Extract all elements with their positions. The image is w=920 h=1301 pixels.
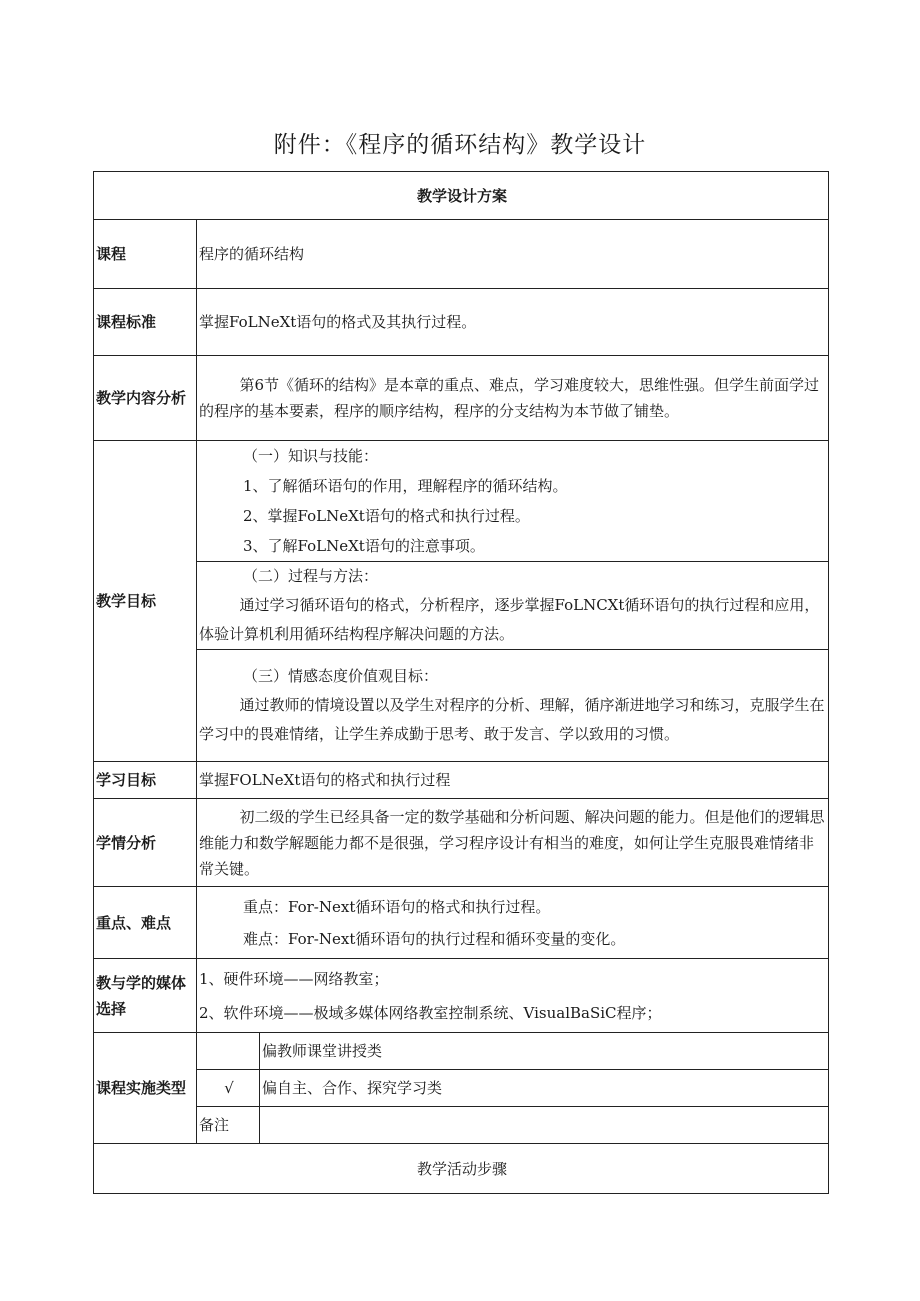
goals-attitude-text: 通过教师的情境设置以及学生对程序的分析、理解，循序渐进地学习和练习，克服学生在学习中的畏难情绪，让学生养成勤于思考、敢于发言、学以致用的习惯。 — [199, 696, 825, 743]
goals-attitude-title: （三）情感态度价值观目标： — [243, 667, 439, 685]
goals-knowledge-item: 1、了解循环语句的作用，理解程序的循环结构。 — [243, 477, 568, 495]
media-item: 1、硬件环境——网络教室； — [199, 969, 389, 988]
goals-process-text: 通过学习循环语句的格式，分析程序，逐步掌握FoLNCXt循环语句的执行过程和应用，体验计算机利用循环结构程序解决问题的方法。 — [199, 596, 820, 643]
key-points-label: 重点、难点 — [94, 887, 197, 959]
standard-value: 掌握FoLNeXt语句的格式及其执行过程。 — [197, 289, 829, 356]
goals-attitude-cell — [197, 650, 829, 762]
goals-process-cell — [197, 562, 829, 650]
course-label: 课程 — [94, 220, 197, 289]
media-label: 教与学的媒体选择 — [94, 959, 197, 1033]
type-option-mark — [197, 1033, 260, 1070]
document-title: 附件：《程序的循环结构》教学设计 — [273, 132, 647, 158]
type-option-text: 偏自主、合作、探究学习类 — [260, 1070, 829, 1107]
activity-steps-heading: 教学活动步骤 — [94, 1144, 829, 1194]
media-item: 2、软件环境——极域多媒体网络教室控制系统、VisualBaSiC程序； — [199, 1003, 662, 1022]
content-analysis-label: 教学内容分析 — [94, 356, 197, 441]
key-point-text: 重点：For-Next循环语句的格式和执行过程。 — [243, 897, 551, 916]
goals-knowledge-item: 2、掌握FoLNeXt语句的格式和执行过程。 — [243, 507, 530, 525]
standard-label: 课程标准 — [94, 289, 197, 356]
teaching-goals-label: 教学目标 — [94, 441, 197, 762]
learning-goal-value: 掌握FOLNeXt语句的格式和执行过程 — [197, 762, 829, 799]
type-option-text: 偏教师课堂讲授类 — [260, 1033, 829, 1070]
learning-goal-label: 学习目标 — [94, 762, 197, 799]
student-analysis-label: 学情分析 — [94, 799, 197, 887]
difficult-point-text: 难点：For-Next循环语句的执行过程和循环变量的变化。 — [243, 929, 626, 948]
type-option-checkmark: √ — [197, 1070, 260, 1107]
goals-knowledge-title: （一）知识与技能： — [243, 447, 379, 465]
goals-knowledge-cell — [197, 441, 829, 562]
key-points-cell — [197, 887, 829, 959]
table-header: 教学设计方案 — [94, 172, 829, 220]
content-analysis-cell — [197, 356, 829, 441]
media-cell — [197, 959, 829, 1033]
student-analysis-cell — [197, 799, 829, 887]
student-analysis-text: 初二级的学生已经具备一定的数学基础和分析问题、解决问题的能力。但是他们的逻辑思维能力和数学解题能力都不是很强，学习程序设计有相当的难度，如何让学生克服畏难情绪非常关键。 — [199, 807, 825, 878]
goals-process-title: （二）过程与方法： — [243, 567, 379, 585]
note-value — [260, 1107, 829, 1144]
lesson-design-table — [93, 171, 829, 1194]
goals-knowledge-item: 3、了解FoLNeXt语句的注意事项。 — [243, 537, 485, 555]
content-analysis-text: 第6节《循环的结构》是本章的重点、难点，学习难度较大，思维性强。但学生前面学过的程序的基本要素，程序的顺序结构，程序的分支结构为本节做了铺垫。 — [199, 376, 820, 420]
note-label: 备注 — [197, 1107, 260, 1144]
implementation-type-label: 课程实施类型 — [94, 1033, 197, 1144]
course-value: 程序的循环结构 — [197, 220, 829, 289]
